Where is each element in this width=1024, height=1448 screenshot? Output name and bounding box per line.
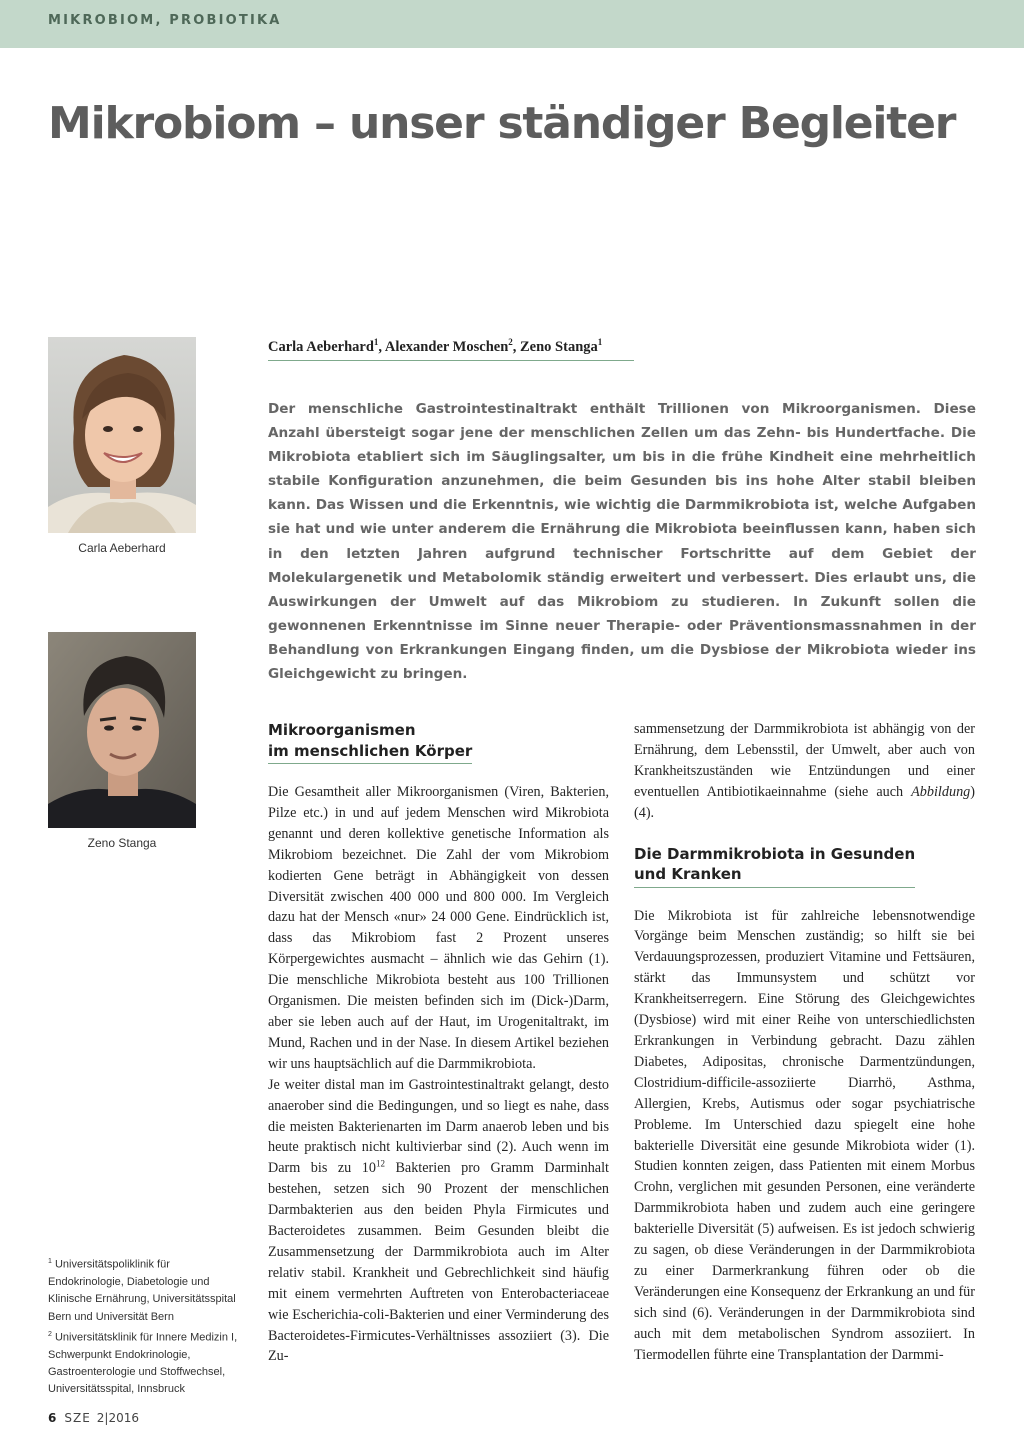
article-title: Mikrobiom – unser ständiger Begleiter [48, 98, 956, 149]
body-text: ) (4). [634, 783, 975, 821]
section-label: MIKROBIOM, PROBIOTIKA [48, 13, 282, 28]
body-paragraph: Die Gesamtheit aller Mikroorganismen (Viren, Bakterien, Pilze etc.) in und auf jedem Menschen wird Mikrobiota genannt und deren kollektive genetische Information als Mikrobiom bezeichnet. Die Zahl der vom Mikrobiom kodierten Gene beträgt in Abhängigkeit von dessen Diversität zwischen 400 000 und 800 000. Im Vergleich dazu hat der Mensch «nur» 24 000 Gene. Eindrücklich ist, dass das Mikrobiom fast 2 Prozent unseres Körpergewichtes ausmacht – ähnlich wie das Gehirn (1). Die menschliche Mikrobiota besteht aus 100 Trillionen Organismen. Die meisten befinden sich im (Dick-)Darm, aber sie leben auch auf der Haut, im Urogenitaltrakt, im Mund, Rachen und in der Nase. In diesem Artikel beziehen wir uns hauptsächlich auf die Darmmikrobiota. [268, 784, 609, 1072]
affiliation-marker: 2 [508, 337, 513, 347]
body-text: sammensetzung der Darmmikrobiota ist abhängig von der Ernährung, dem Lebensstil, der Umwelt, aber auch von Krankheitszuständen wie Entzündungen und einer eventuellen Antibiotikaeinnahme (siehe auch [634, 721, 975, 800]
portrait-woman-photo [48, 337, 196, 533]
author-name: Zeno Stanga [520, 338, 598, 355]
page-footer [48, 1411, 139, 1425]
author-separator: , [378, 338, 385, 355]
affiliation-footnotes [48, 1253, 244, 1399]
body-paragraph [268, 1075, 609, 1368]
author-divider [268, 360, 634, 361]
author-list [268, 337, 602, 356]
affiliation-marker: 1 [373, 337, 379, 347]
exponent: 12 [375, 1158, 385, 1169]
lead-paragraph: Der menschliche Gastrointestinaltrakt enthält Trillionen von Mikroorganismen. Diese Anzahl übersteigt sogar jene der menschlichen Zellen um das Zehn- bis Hundertfache. Die Mikrobiota etabliert sich im Säuglingsalter, um bis in die frühe Kindheit eine mehrheitlich stabile Konfiguration anzunehmen, die beim Gesunden bis ins hohe Alter stabil bleiben kann. Das Wissen und die Erkenntnis, wie wichtig die Darmmikrobiota ist, welche Aufgaben sie hat und wie unter anderem die Ernährung die Mikrobiota beeinflussen kann, haben sich in den letzten Jahren aufgrund technischer Fortschritte auf dem Gebiet der Molekulargenetik und Metabolomik ständig erweitert und verbessert. Dies erlaubt uns, die Auswirkungen der Umwelt auf das Mikrobiom zu studieren. In Zukunft sollen die gewonnenen Erkenntnisse im Sinne neuer Therapie- oder Präventionsmassnahmen in der Behandlung von Erkrankungen Eingang finden, um die Dysbiose der Mikrobiota wieder ins Gleichgewicht zu bringen. [268, 401, 976, 683]
page-number: 6 [48, 1411, 57, 1425]
section-heading [268, 720, 472, 764]
body-column-right [634, 719, 975, 1365]
section-heading-line: Die Darmmikrobiota in Gesunden [634, 844, 916, 863]
section-heading-line: Mikroorganismen [268, 721, 416, 739]
body-text: Bakterien pro Gramm Darminhalt bestehen, setzen sich 90 Prozent der menschlichen Darmbakterien aus den beiden Phyla Firmicutes und Bacteroidetes zusammen. Beim Gesunden bleibt die Zusammensetzung der Darmmikrobiota auch im Alter relativ stabil. Krankheit und Gebrechlichkeit sind häufig mit einem vermehrten Auftreten von Enterobacteriaceae wie Escherichia-coli-Bakterien und einer Verminderung des Bacteroidetes-Firmicutes-Verhältnisses assoziiert (3). Die Zu- [268, 1160, 609, 1365]
footnote [48, 1253, 244, 1326]
author-name: Alexander Moschen [384, 338, 509, 355]
footnote-marker: 2 [48, 1330, 52, 1338]
section-heading [634, 844, 915, 888]
body-paragraph: Die Mikrobiota ist für zahlreiche lebensnotwendige Vorgänge beim Menschen zuständig; so hilft sie bei Verdauungsprozessen, produziert Vitamine und Fettsäuren, stärkt das Immunsystem und schützt vor Krankheitserregern. Eine Störung des Gleichgewichtes (Dysbiose) wird mit einer Reihe von unterschiedlichsten Erkrankungen in Verbindung gebracht. Dazu zählen Diabetes, Adipositas, chronische Darmentzündungen, Clostridium-difficile-assoziierte Diarrhö, Asthma, Allergien, Krebs, Autismus oder sogar psychiatrische Probleme. Im Unterschied dazu spiegelt eine hohe bakterielle Diversität eine gesunde Mikrobiota wider (1). Studien konnten zeigen, dass Patienten mit einem Morbus Crohn, verglichen mit gesunden Personen, eine veränderte Darmmikrobiota haben und zudem auch eine geringere bakterielle Diversität (5) aufweisen. Es ist jedoch schwierig zu sagen, ob diese Veränderungen in der Darmmikrobiota zu einer Darmerkrankung führen oder ob die Veränderungen eine Konsequenz der Erkrankung an und für sich sind (6). Veränderungen in der Darmmikrobiota sind auch mit dem metabolischen Syndrom assoziiert. In Tiermodellen führte eine Transplantation der Darmmi- [634, 907, 975, 1363]
footnote-marker: 1 [48, 1258, 52, 1265]
magazine-name: SZE [64, 1411, 91, 1425]
author-name: Carla Aeberhard [268, 338, 374, 355]
affiliation-marker: 1 [597, 337, 603, 347]
body-text: Je weiter distal man im Gastrointestinaltrakt gelangt, desto anaerober sind die Bedingungen, und so liegt es nahe, dass die meisten Bakterienarten im Darm anaerob leben und bis heute praktisch nicht kultivierbar sind (2). Auch wenn im Darm bis zu 10 [268, 1076, 609, 1177]
issue-number: 2|2016 [96, 1411, 139, 1425]
photo-caption: Zeno Stanga [87, 836, 157, 850]
author-separator: , [512, 338, 521, 355]
footnote [48, 1326, 244, 1399]
photo-caption: Carla Aeberhard [78, 541, 166, 555]
section-heading-line: und Kranken [634, 865, 742, 884]
body-column-left [268, 720, 609, 1367]
footnote-text: Universitätsklinik für Innere Medizin I, Schwerpunkt Endokrinologie, Gastroenterologie und Stoffwechsel, Universitätsspital, Innsbruck [48, 1331, 238, 1396]
footnote-text: Universitätspoliklinik für Endokrinologie, Diabetologie und Klinische Ernährung, Universitätsspital Bern und Universität Bern [48, 1258, 236, 1323]
figure-reference: Abbildung [911, 783, 971, 800]
portrait-man-photo [48, 632, 196, 828]
body-paragraph [634, 719, 975, 824]
section-heading-line: im menschlichen Körper [268, 741, 473, 760]
